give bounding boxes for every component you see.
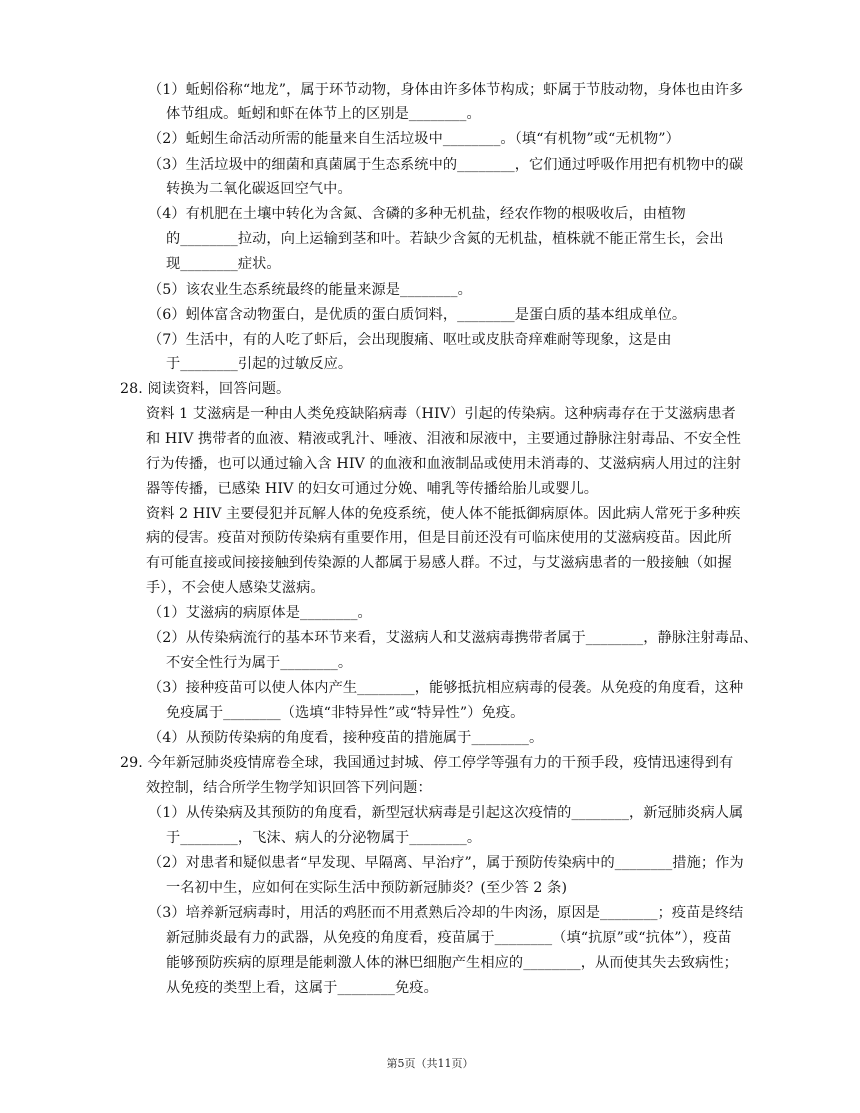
q27-6-line: （6）蚓体富含动物蛋白，是优质的蛋白质饲料，________是蛋白质的基本组成单位。 [148, 307, 687, 323]
q28-material-1-line-2: 和 HIV 携带者的血液、精液或乳汁、唾液、泪液和尿液中，主要通过静脉注射毒品、不安全性 [146, 431, 741, 447]
page-footer: 第5页（共11页） [386, 1057, 474, 1070]
q28-material-2-line-4: 手），不会使人感染艾滋病。 [146, 580, 325, 596]
q27-4-line-1: （4）有机肥在土壤中转化为含氮、含磷的多种无机盐，经农作物的根吸收后，由植物 [148, 206, 686, 222]
q29-stem-line-2: 效控制，结合所学生物学知识回答下列问题： [146, 780, 432, 796]
q29-stem-line-1: 29. 今年新冠肺炎疫情席卷全球，我国通过封城、停工停学等强有力的干预手段，疫情迅速得到有 [120, 755, 734, 771]
q27-1-line-2: 体节组成。蚯蚓和虾在体节上的区别是________。 [166, 106, 481, 122]
q28-material-2-line-3: 有可能直接或间接接触到传染源的人都属于易感人群。不过，与艾滋病患者的一般接触（如握 [146, 555, 732, 571]
q27-5-line: （5）该农业生态系统最终的能量来源是________。 [148, 282, 472, 298]
q28-2-line-1: （2）从传染病流行的基本环节来看，艾滋病人和艾滋病毒携带者属于________，静脉注射毒品、 [148, 630, 758, 646]
q27-3-line-1: （3）生活垃圾中的细菌和真菌属于生态系统中的________，它们通过呼吸作用把有机物中的碳 [148, 157, 744, 173]
q28-stem: 28. 阅读资料，回答问题。 [120, 381, 291, 397]
q29-3-line-2: 新冠肺炎最有力的武器，从免疫的角度看，疫苗属于________（填“抗原”或“抗体”），疫苗 [166, 930, 732, 946]
q28-1-line: （1）艾滋病的病原体是________。 [148, 605, 372, 621]
q28-3-line-2: 免疫属于________（选填“非特异性”或“特异性”）免疫。 [166, 705, 525, 721]
q29-3-line-1: （3）培养新冠病毒时，用活的鸡胚而不用煮熟后冷却的牛肉汤，原因是________；疫苗是终结 [148, 905, 744, 921]
q28-material-1-line-1: 资料 1 艾滋病是一种由人类免疫缺陷病毒（HIV）引起的传染病。这种病毒存在于艾滋病患者 [146, 406, 736, 422]
q29-3-line-4: 从免疫的类型上看，这属于________免疫。 [166, 980, 438, 996]
q29-2-line-1: （2）对患者和疑似患者“早发现、早隔离、早治疗”，属于预防传染病中的________措施；作为 [148, 855, 744, 871]
q28-2-line-2: 不安全性行为属于________。 [166, 655, 353, 671]
q29-1-line-1: （1）从传染病及其预防的角度看，新型冠状病毒是引起这次疫情的________，新冠肺炎病人属 [148, 805, 744, 821]
q28-4-line: （4）从预防传染病的角度看，接种疫苗的措施属于________。 [148, 730, 544, 746]
q28-material-2-line-2: 病的侵害。疫苗对预防传染病有重要作用，但是目前还没有可临床使用的艾滋病疫苗。因此所 [146, 530, 732, 546]
q29-2-line-2: 一名初中生，应如何在实际生活中预防新冠肺炎？(至少答 2 条) [166, 880, 568, 896]
q27-4-line-2: 的________拉动，向上运输到茎和叶。若缺少含氮的无机盐，植株就不能正常生长，会出 [166, 231, 724, 247]
q27-3-line-2: 转换为二氧化碳返回空气中。 [166, 181, 352, 197]
q27-7-line-2: 于________引起的过敏反应。 [166, 356, 353, 372]
q28-material-1-line-4: 器等传播，已感染 HIV 的妇女可通过分娩、哺乳等传播给胎儿或婴儿。 [146, 481, 599, 497]
q27-1-line-1: （1）蚯蚓俗称“地龙”，属于环节动物，身体由许多体节构成；虾属于节肢动物，身体也由许多 [148, 82, 744, 98]
q27-4-line-3: 现________症状。 [166, 256, 281, 272]
q29-1-line-2: 于________，飞沫、病人的分泌物属于________。 [166, 830, 482, 846]
q29-3-line-3: 能够预防疾病的原理是能刺激人体的淋巴细胞产生相应的________，从而使其失去致病性； [166, 955, 738, 971]
q28-3-line-1: （3）接种疫苗可以使人体内产生________，能够抵抗相应病毒的侵袭。从免疫的角度看，这种 [148, 680, 744, 696]
q27-7-line-1: （7）生活中，有的人吃了虾后，会出现腹痛、呕吐或皮肤奇痒难耐等现象，这是由 [148, 332, 672, 348]
q28-material-1-line-3: 行为传播，也可以通过输入含 HIV 的血液和血液制品或使用未消毒的、艾滋病病人用过的注射 [146, 456, 741, 472]
q27-2-line: （2）蚯蚓生命活动所需的能量来自生活垃圾中________。（填“有机物”或“无机物”） [148, 131, 680, 147]
q28-material-2-line-1: 资料 2 HIV 主要侵犯并瓦解人体的免疫系统，使人体不能抵御病原体。因此病人常死于多种疾 [146, 506, 741, 522]
